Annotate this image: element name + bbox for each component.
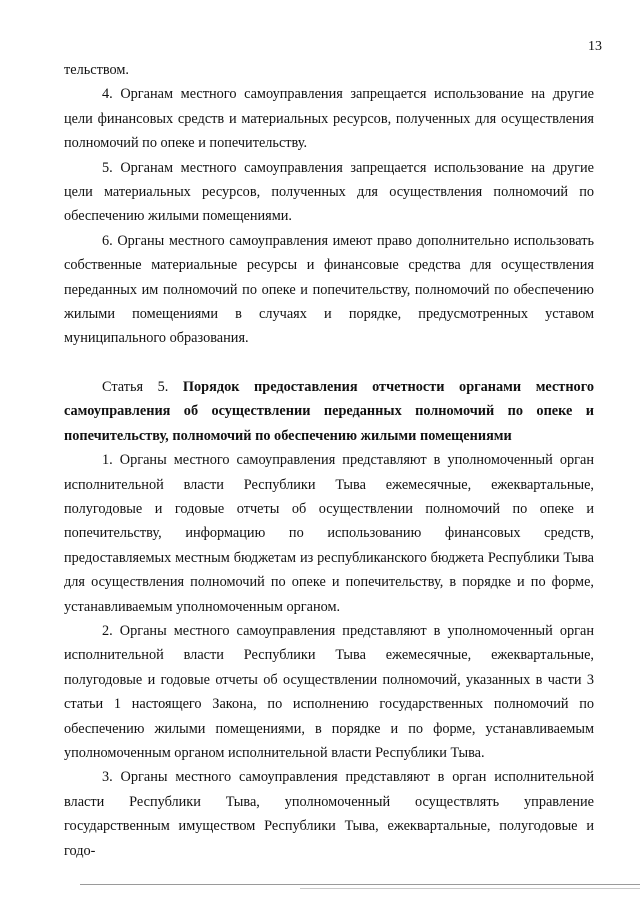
document-body (64, 58, 594, 863)
paragraph-continuation: тельством. (64, 62, 129, 78)
paragraph-5: 5. Органам местного самоуправления запрещается использование на другие цели материальных ресурсов, полученных для осуществления полномочий по обеспечению жилыми помещениями. (64, 159, 594, 225)
footer-scan-line (80, 884, 640, 885)
article-paragraph-3: 3. Органы местного самоуправления представляют в орган исполнительной власти Республики Тыва, уполномоченный осуществлять управление государственным имуществом Республики Тыва, ежеквартальные, полугодовые и годо- (64, 769, 594, 859)
article-label: Статья 5. (102, 378, 183, 395)
article-paragraph-2: 2. Органы местного самоуправления представляют в уполномоченный орган исполнительной власти Республики Тыва ежемесячные, ежеквартальные, полугодовые и годовые отчеты об осуществлении полномочий, указанных в части 3 статьи 1 настоящего Закона, по исполнению государственных полномочий по обеспечению жилыми помещениями, в порядке и по форме, устанавливаемым уполномоченным органом исполнительной власти Республики Тыва. (64, 622, 594, 761)
article-heading (64, 375, 594, 448)
article-title: Порядок предоставления отчетности органами местного самоуправления об осуществлении переданных полномочий по опеке и попечительству, полномочий по обеспечению жилыми помещениями (64, 378, 594, 444)
footer-scan-line-faint (300, 888, 640, 889)
article-paragraph-1: 1. Органы местного самоуправления представляют в уполномоченный орган исполнительной власти Республики Тыва ежемесячные, ежеквартальные, полугодовые и годовые отчеты об осуществлении полномочий по опеке и попечительству, информацию по использованию финансовых средств, предоставляемых местным бюджетам из республиканского бюджета Республики Тыва для осуществления полномочий по опеке и попечительству, в порядке и по форме, устанавливаемым уполномоченным органом. (64, 452, 594, 615)
paragraph-6: 6. Органы местного самоуправления имеют право дополнительно использовать собственные материальные ресурсы и финансовые средства для осуществления переданных им полномочий по опеке и попечительству, полномочий по обеспечению жилыми помещениями в случаях и порядке, предусмотренных уставом муниципального образования. (64, 232, 594, 347)
paragraph-4: 4. Органам местного самоуправления запрещается использование на другие цели финансовых средств и материальных ресурсов, полученных для осуществления полномочий по опеке и попечительству. (64, 86, 594, 152)
section-gap (64, 351, 594, 375)
page-number: 13 (588, 39, 602, 54)
